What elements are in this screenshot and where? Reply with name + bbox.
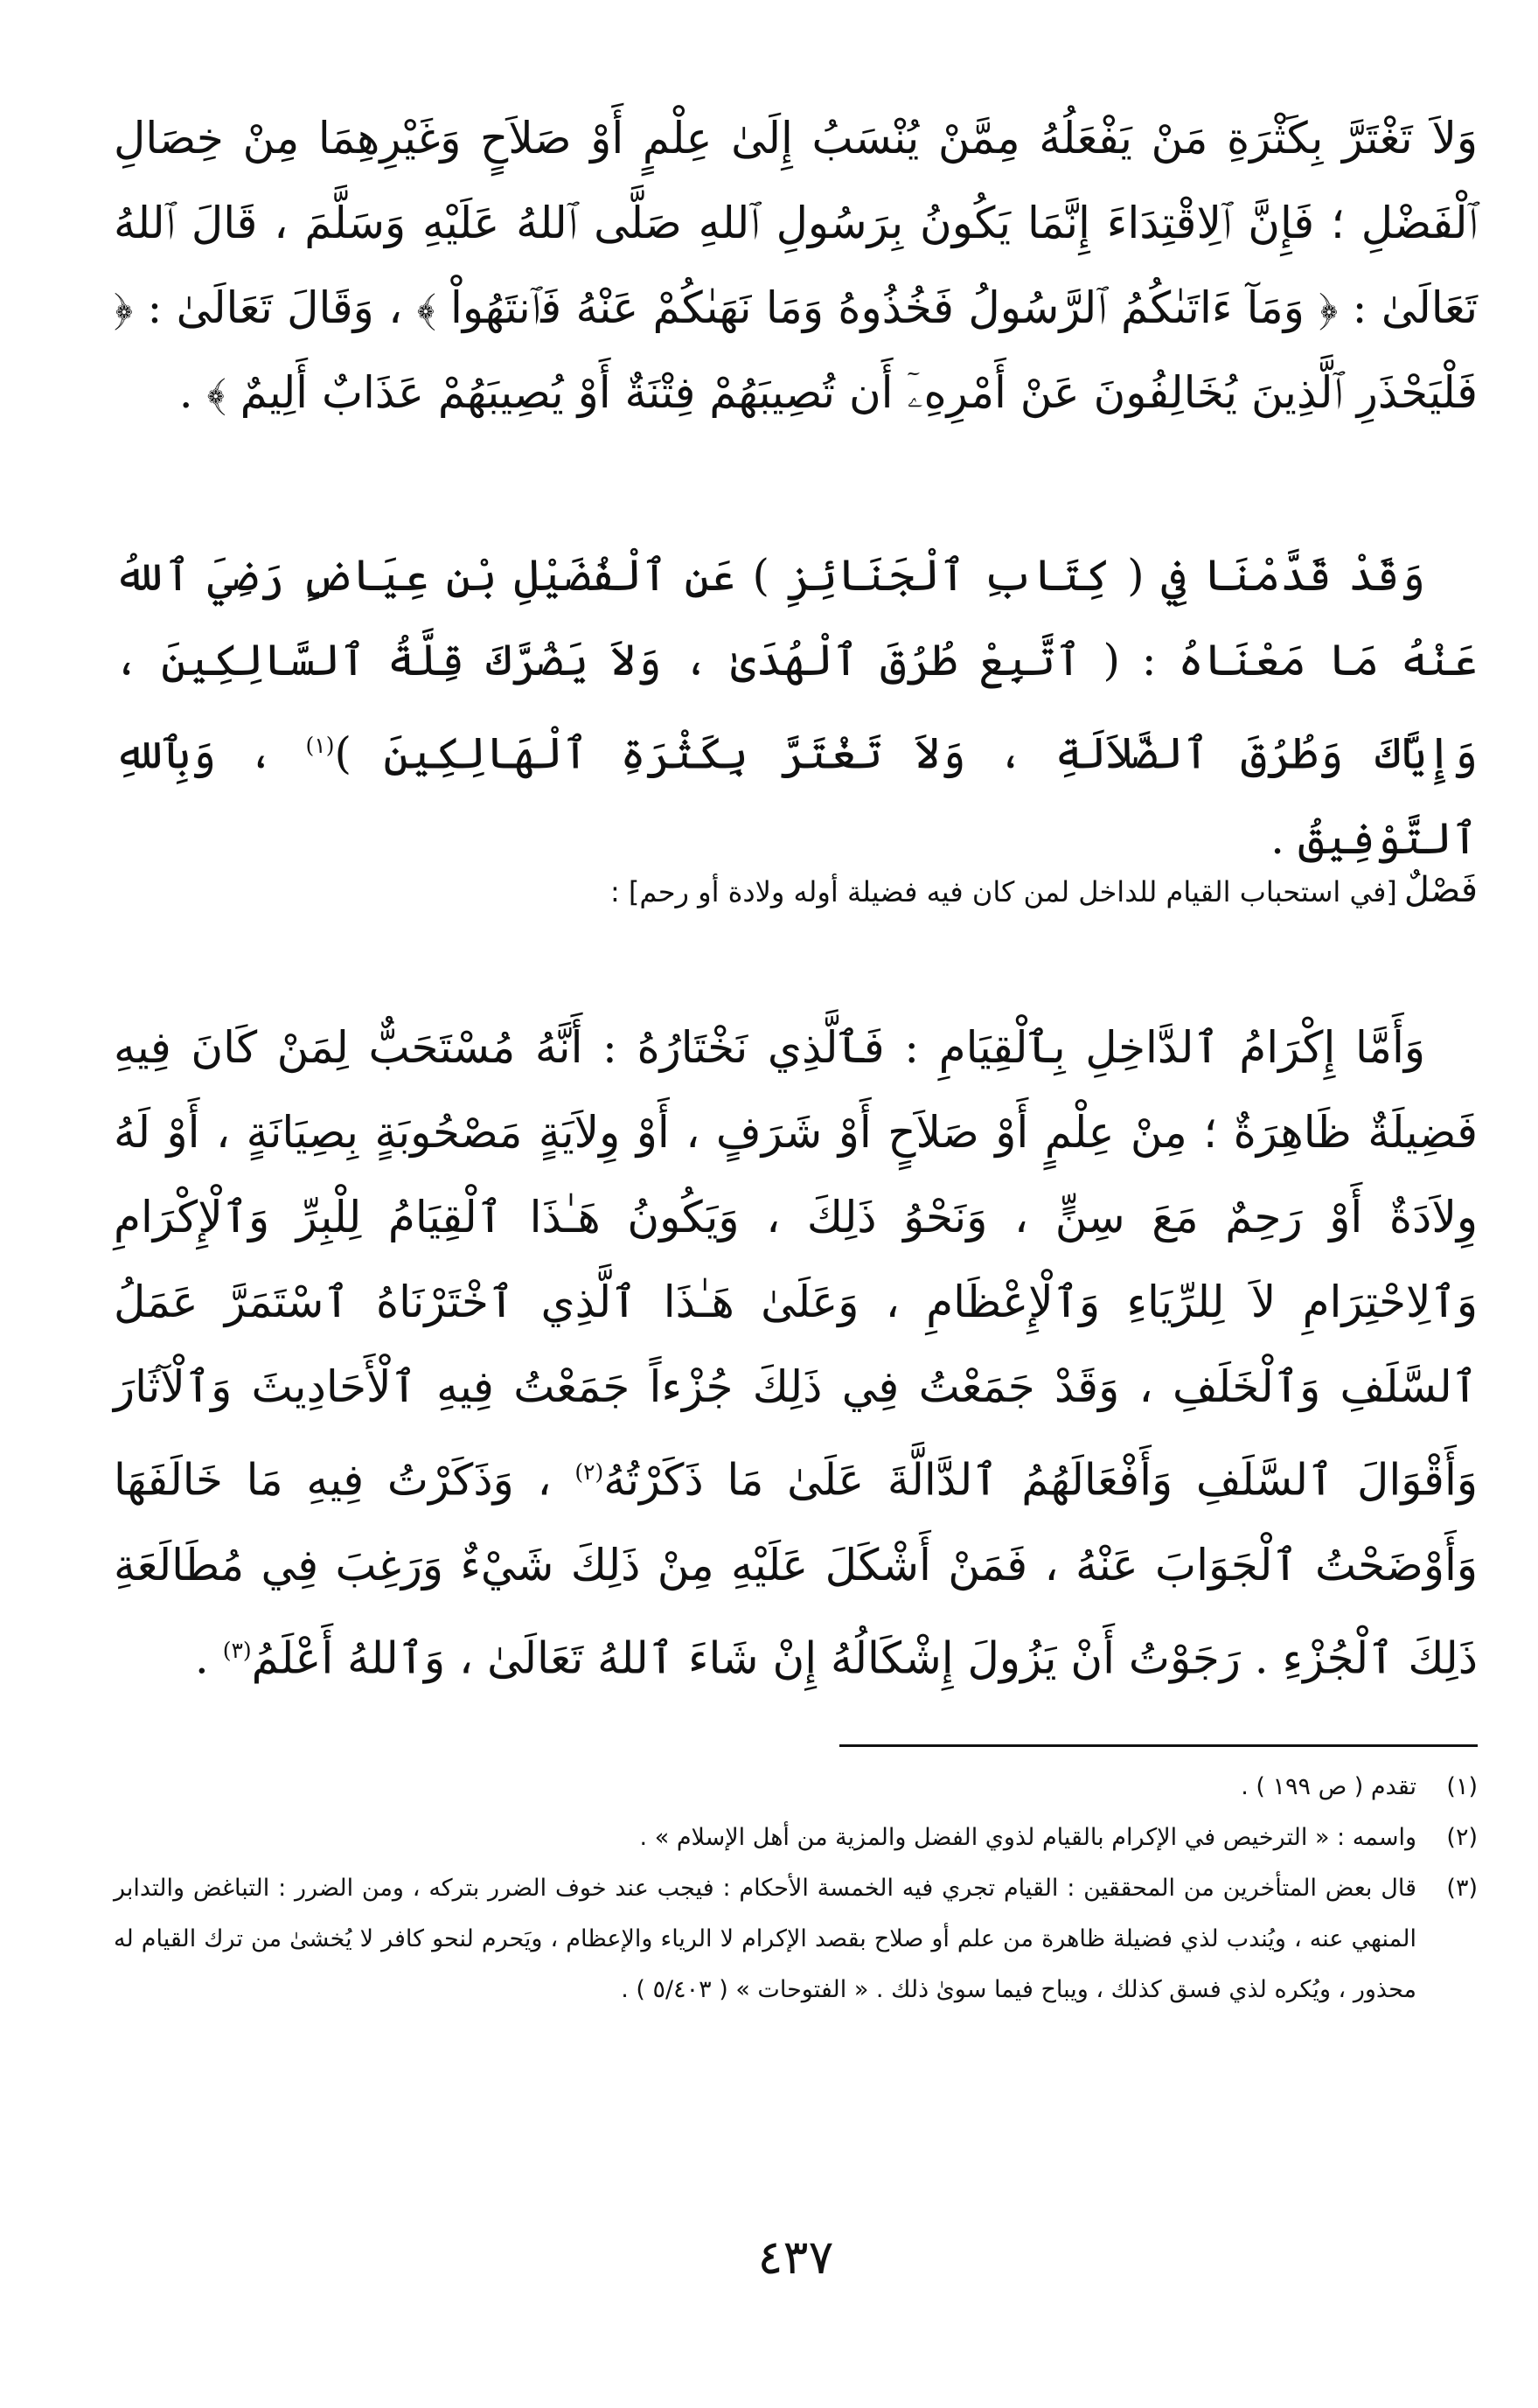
footnote-item <box>114 1863 1478 2015</box>
section-mark: فَصْلٌ <box>1403 870 1478 910</box>
footnote-divider <box>839 1744 1478 1747</box>
footnote-number: (١) <box>1446 1773 1478 1800</box>
footnote-ref-2: (٢) <box>574 1459 604 1485</box>
section-heading <box>114 864 1478 918</box>
footnote-text: تقدم ( ص ١٩٩ ) . <box>1241 1773 1416 1800</box>
paragraph-1-text: وَلاَ تَغْتَرَّ بِكَثْرَةِ مَنْ يَفْعَلُهُ مِمَّنْ يُنْسَبُ إِلَىٰ عِلْمٍ أَوْ صَلاَحٍ وَغَيْرِهِمَا مِنْ خِصَالِ ٱلْفَضْلِ ؛ فَإِنَّ ٱلِاقْتِدَاءَ إِنَّمَا يَكُونُ بِرَسُولِ ٱللهِ صَلَّى ٱللهُ عَلَيْهِ وَسَلَّمَ ، قَالَ ٱللهُ تَعَالَىٰ : ﴿ وَمَآ ءَاتَىٰكُمُ ٱلرَّسُولُ فَخُذُوهُ وَمَا نَهَىٰكُمْ عَنْهُ فَٱنتَهُواْ ﴾ ، وَقَالَ تَعَالَىٰ : ﴿ فَلْيَحْذَرِ ٱلَّذِينَ يُخَالِفُونَ عَنْ أَمْرِهِۦٓ أَن تُصِيبَهُمْ فِتْنَةٌ أَوْ يُصِيبَهُمْ عَذَابٌ أَلِيمٌ ﴾ . <box>114 113 1478 418</box>
footnote-item <box>114 1813 1478 1863</box>
book-page <box>114 96 1478 2370</box>
paragraph-3-end: . <box>194 1632 223 1684</box>
page-number: ٤٣٧ <box>757 2230 834 2285</box>
footnote-number: (٣) <box>1446 1875 1478 1902</box>
paragraph-3 <box>114 1006 1478 1701</box>
footnote-number: (٢) <box>1446 1824 1478 1851</box>
footnote-ref-3: (٣) <box>222 1637 252 1663</box>
section-title: [في استحباب القيام للداخل لمن كان فيه فضيلة أوله ولادة أو رحم] : <box>609 875 1397 908</box>
paragraph-3-text: وَأَمَّا إِكْرَامُ ٱلدَّاخِلِ بِٱلْقِيَامِ : فَٱلَّذِي نَخْتَارُهُ : أَنَّهُ مُسْتَحَبٌّ لِمَنْ كَانَ فِيهِ فَضِيلَةٌ ظَاهِرَةٌ ؛ مِنْ عِلْمٍ أَوْ صَلاَحٍ أَوْ شَرَفٍ ، أَوْ وِلاَيَةٍ مَصْحُوبَةٍ بِصِيَانَةٍ ، أَوْ لَهُ وِلاَدَةٌ أَوْ رَحِمٌ مَعَ سِنٍّ ، وَنَحْوُ ذَلِكَ ، وَيَكُونُ هَـٰذَا ٱلْقِيَامُ لِلْبِرِّ وَٱلْإِكْرَامِ وَٱلِاحْتِرَامِ لاَ لِلرِّيَاءِ وَٱلْإِعْظَامِ ، وَعَلَىٰ هَـٰذَا ٱلَّذِي ٱخْتَرْنَاهُ ٱسْتَمَرَّ عَمَلُ ٱلسَّلَفِ وَٱلْخَلَفِ ، وَقَدْ جَمَعْتُ فِي ذَلِكَ جُزْءاً جَمَعْتُ فِيهِ ٱلْأَحَادِيثَ وَٱلْآثَارَ وَأَقْوَالَ ٱلسَّلَفِ وَأَفْعَالَهُمُ ٱلدَّالَّةَ عَلَىٰ مَا ذَكَرْتُهُ <box>114 1022 1478 1506</box>
footnote-item <box>114 1762 1478 1813</box>
footnote-text: واسمه : « الترخيص في الإكرام بالقيام لذوي الفضل والمزية من أهل الإسلام » . <box>639 1824 1416 1851</box>
paragraph-2 <box>114 533 1478 881</box>
paragraph-2-end: ، وَبِٱللهِ ٱلتَّوْفِيقُ . <box>114 727 1478 864</box>
footnote-text: قال بعض المتأخرين من المحققين : القيام تجري فيه الخمسة الأحكام : فيجب عند خوف الضرر بتركه ، ومن الضرر : التباغض والتدابر المنهي عنه ، ويُندب لذي فضيلة ظاهرة من علم أو صلاح بقصد الإكرام لا الرياء والإعظام ، ويَحرم لنحو كافر لا يُخشىٰ من ترك القيام له محذور ، ويُكره لذي فسق كذلك ، ويباح فيما سوىٰ ذلك . « الفتوحات » ( ٥/٤٠٣ ) . <box>114 1875 1416 2003</box>
paragraph-2-text: وَقَدْ قَدَّمْنَا فِي ( كِتَابِ ٱلْجَنَائِزِ ) عَنِ ٱلْفُضَيْلِ بْنِ عِيَاضٍ رَضِيَ ٱللهُ عَنْهُ مَا مَعْنَاهُ : ( ٱتَّبِعْ طُرُقَ ٱلْهُدَىٰ ، وَلاَ يَضُرَّكَ قِلَّةُ ٱلسَّالِكِينَ ، وَإِيَّاكَ وَطُرُقَ ٱلضَّلاَلَةِ ، وَلاَ تَغْتَرَّ بِكَثْرَةِ ٱلْهَالِكِينَ ) <box>114 550 1479 779</box>
footnotes <box>114 1762 1478 2015</box>
paragraph-1 <box>114 96 1478 435</box>
footnote-ref-1: (١) <box>305 733 335 758</box>
paragraph-3-middle: ، وَذَكَرْتُ فِيهِ مَا خَالَفَهَا وَأَوْضَحْتُ ٱلْجَوَابَ عَنْهُ ، فَمَنْ أَشْكَلَ عَلَيْهِ مِنْ ذَلِكَ شَيْءٌ وَرَغِبَ فِي مُطَالَعَةِ ذَلِكَ ٱلْجُزْءِ . رَجَوْتُ أَنْ يَزُولَ إِشْكَالُهُ إِنْ شَاءَ ٱللهُ تَعَالَىٰ ، وَٱللهُ أَعْلَمُ <box>114 1454 1478 1684</box>
